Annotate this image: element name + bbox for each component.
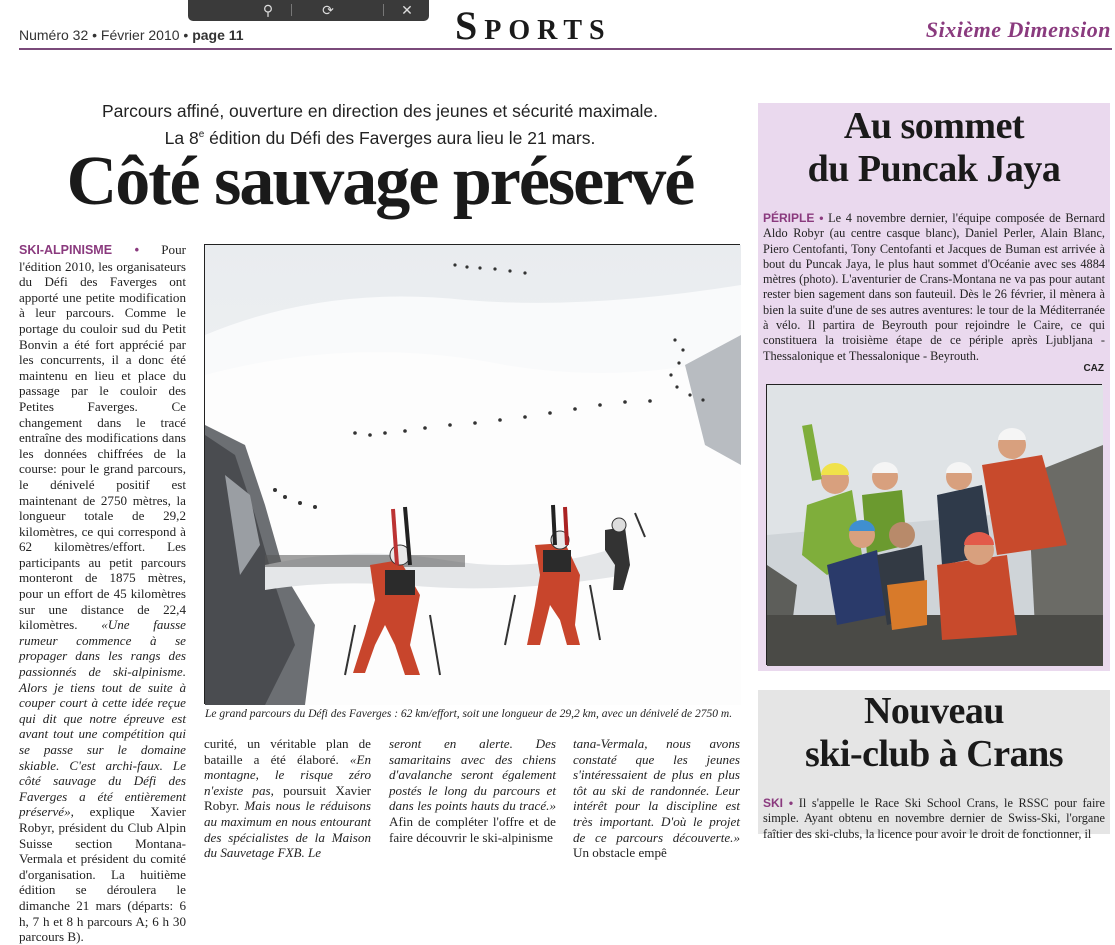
issue-info — [19, 27, 244, 43]
sidebar1-text: PÉRIPLE • Le 4 novembre dernier, l'équipe composée de Bernard Aldo Robyr (au centre casque blanc), Daniel Perler, Alain Blanc, Piero Centofanti, Tony Centofanti et Jacques de Buman est arrivée à bout du Puncak Jaya, le plus haut sommet d'Océanie avec ses 4884 mètres (photo). L'aventurier de Crans-Montana ne va pas pour autant rester bien sagement dans son fauteuil. Dès le 26 février, il mènera à bien la suite d'une de ses autres aventures: le tour de la Méditerranée à vélo. Il partira de Beyrouth pour rejoindre le Caire, ce qui constituera la troisième étape de ce périple après Ljubljana - Thessalonique et Thessalonique - Beyrouth. — [763, 211, 1105, 363]
zoom-icon[interactable]: ⚲ — [262, 2, 274, 19]
article-column-1: SKI-ALPINISME • Pour l'édition 2010, les organisateurs du Défi des Faverges ont apporté une petite modification à leur parcours. Comme le portage du couloir sud du Petit Bonvin a été fort apprécié par les concurrents, il a donc été maintenu en lieu et place du passage par le couloir des Petites Faverges. Ce changement dans le tracé entraîne des modifications dans les données chiffrées de la course: pour le grand parcours, le dénivelé positif est maintenant de 2750 mètres, la longueur totale de 29,2 kilomètres, ce qui correspond à 62 kilomètres/effort. Les participants au petit parcours monteront de 1875 mètres, pour un effort de 45 kilomètres sur une distance de 22,4 kilomètres. «Une fausse rumeur commence à se propager dans les rangs des passionnés de ski-alpinisme. Alors je tiens tout de suite à couper court à cette idée reçue qui dit que notre épreuve est avant tout une compétition qui se passe sur le domaine skiable. C'est archi-faux. Le côté sauvage du Défi des Faverges a été entièrement préservé», explique Xavier Robyr, président du Club Alpin Suisse section Montana-Vermala et président du comité d'organisation. La huitième édition se déroulera le dimanche 21 mars (départs: 6 h, 7 h et 8 h parcours A; 6 h 30 parcours B). — [19, 242, 186, 945]
sidebar-ski-club — [758, 690, 1110, 841]
close-icon[interactable]: ✕ — [401, 2, 413, 19]
article-column-4: tana-Vermala, nous avons constaté que les jeunes s'intéressaient de plus en plus tôt au ski de randonnée. Leur intérêt pour la discipline est très important. D'où le projet de ce parcours découverte.» Un obstacle empê — [573, 736, 740, 861]
sidebar2-text: SKI • Il s'appelle le Race Ski School Crans, le RSSC pour faire simple. Ayant obtenu en novembre dernier de Swiss-Ski, l'organe faîtier des ski-clubs, la licence pour avoir le droit de fonctionner, il — [763, 796, 1105, 841]
kicker-line-2: La 8e édition du Défi des Faverges aura lieu le 21 mars. — [164, 127, 596, 148]
sidebar2-title: Nouveau ski-club à Crans — [804, 690, 1064, 775]
sidebar1-signature: CAZ — [1083, 363, 1104, 374]
page-number: page 11 — [192, 27, 244, 43]
issue-number: Numéro 32 • Février 2010 • — [19, 27, 189, 43]
sidebar1-title: Au sommet du Puncak Jaya — [807, 105, 1061, 190]
article-column-2: curité, un véritable plan de bataille a été élaboré. «En montagne, le risque zéro n'existe pas, poursuit Xavier Robyr. Mais nous le réduisons au maximum en nous entourant des spécialistes de la Maison du Sauvetage FXB. Le — [204, 736, 372, 861]
header-rule — [19, 48, 1112, 50]
brand-logo: Sixième Dimension — [925, 17, 1111, 42]
article-headline: Côté sauvage préservé — [66, 143, 694, 220]
article-lead: SKI-ALPINISME • — [19, 243, 139, 257]
ski-race-photo — [204, 244, 740, 704]
kicker-line-1: Parcours affiné, ouverture en direction des jeunes et sécurité maximale. — [101, 101, 659, 121]
section-title: Sports — [455, 3, 612, 48]
viewer-toolbar — [188, 0, 429, 21]
article-column-3: seront en alerte. Des samaritains avec des chiens d'avalanche seront également postés le long du parcours et dans les points hauts du tracé.» Afin de compléter l'offre et de faire découvrir le ski-alpinisme — [389, 736, 556, 845]
climbers-image — [767, 385, 1103, 666]
photo-caption: Le grand parcours du Défi des Faverges : 62 km/effort, soit une longueur de 29,2 km, avec un dénivelé de 2750 m. — [205, 708, 733, 720]
share-icon[interactable]: ⟳ — [322, 2, 334, 19]
climbers-photo — [766, 384, 1102, 665]
ski-mountain-image — [205, 245, 741, 705]
